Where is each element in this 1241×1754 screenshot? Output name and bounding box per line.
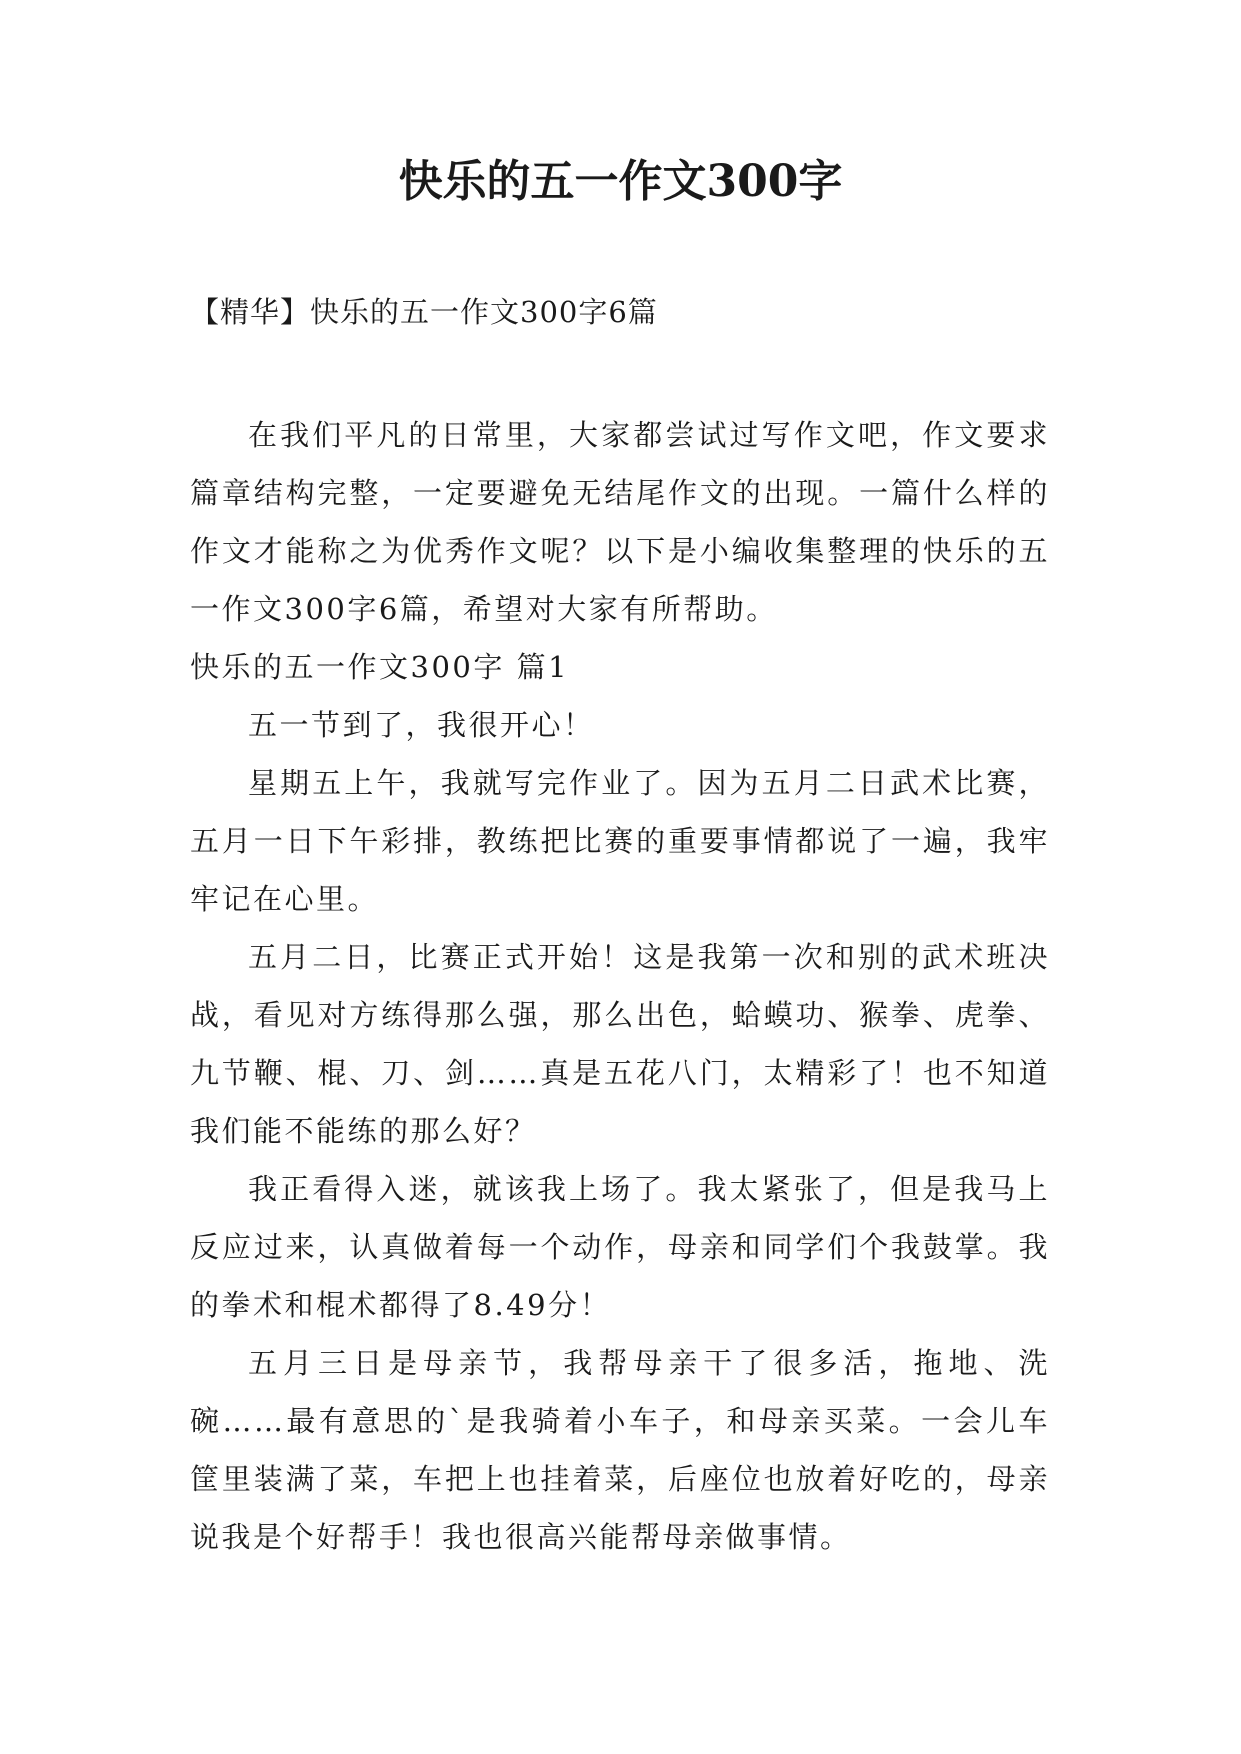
body-paragraph: 五月三日是母亲节，我帮母亲干了很多活，拖地、洗碗……最有意思的`是我骑着小车子，和母亲买菜。一会儿车筐里装满了菜，车把上也挂着菜，后座位也放着好吃的，母亲说我是个好帮手！我也很高兴能帮母亲做事情。 xyxy=(190,1346,1050,1554)
body-paragraph: 五月二日，比赛正式开始！这是我第一次和别的武术班决战，看见对方练得那么强，那么出色，蛤蟆功、猴拳、虎拳、九节鞭、棍、刀、剑……真是五花八门，太精彩了！也不知道我们能不能练的那么好？ xyxy=(190,940,1050,1148)
body-paragraph: 星期五上午，我就写完作业了。因为五月二日武术比赛，五月一日下午彩排，教练把比赛的重要事情都说了一遍，我牢牢记在心里。 xyxy=(190,766,1050,916)
body-paragraph: 我正看得入迷，就该我上场了。我太紧张了，但是我马上反应过来，认真做着每一个动作，母亲和同学们个我鼓掌。我的拳术和棍术都得了8.49分！ xyxy=(190,1172,1050,1322)
document-body xyxy=(190,406,1050,1566)
intro-paragraph: 在我们平凡的日常里，大家都尝试过写作文吧，作文要求篇章结构完整，一定要避免无结尾作文的出现。一篇什么样的作文才能称之为优秀作文呢？以下是小编收集整理的快乐的五一作文300字6篇，希望对大家有所帮助。 xyxy=(190,418,1050,626)
document-title: 快乐的五一作文300字 xyxy=(398,156,843,207)
body-paragraph: 五一节到了，我很开心！ xyxy=(248,708,595,742)
section-heading: 快乐的五一作文300字 篇1 xyxy=(190,650,570,684)
document-subtitle: 【精华】快乐的五一作文300字6篇 xyxy=(190,295,658,329)
